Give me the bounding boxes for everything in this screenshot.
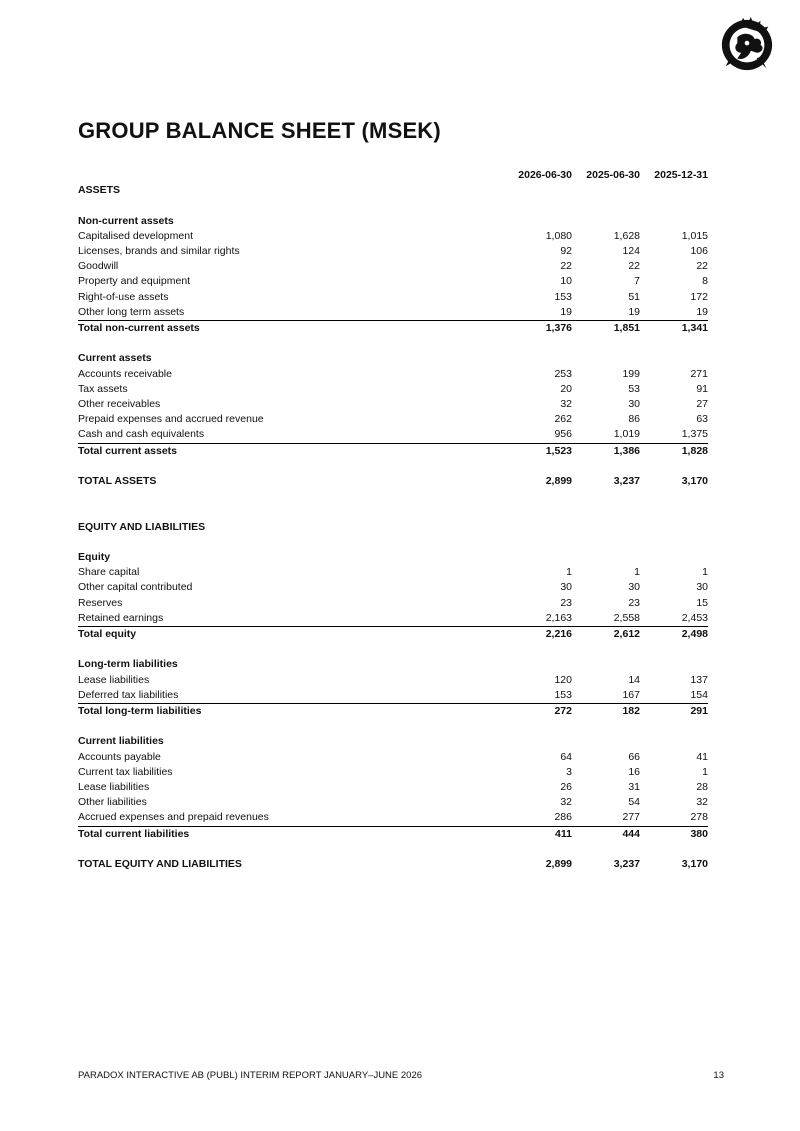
total-row-equity: Total equity 2,216 2,612 2,498 bbox=[78, 627, 708, 643]
column-header-row bbox=[78, 168, 708, 183]
group-heading-long-term-liabilities: Long-term liabilities bbox=[78, 658, 178, 671]
table-row: Right-of-use assets 153 51 172 bbox=[78, 290, 708, 303]
table-row: Accounts payable 64 66 41 bbox=[78, 750, 708, 763]
table-row: Share capital 1 1 1 bbox=[78, 566, 708, 579]
table-row: Retained earnings 2,163 2,558 2,453 bbox=[78, 611, 708, 624]
grand-total-row-assets: TOTAL ASSETS 2,899 3,237 3,170 bbox=[78, 475, 708, 488]
table-row: Licenses, brands and similar rights 92 124 106 bbox=[78, 245, 708, 257]
table-row: Tax assets 20 53 91 bbox=[78, 382, 708, 395]
table-row: Other receivables 32 30 27 bbox=[78, 398, 708, 411]
page-number: 13 bbox=[713, 1070, 724, 1081]
table-row: Other long term assets 19 19 19 bbox=[78, 305, 708, 318]
total-row-non-current-assets: Total non-current assets 1,376 1,851 1,341 bbox=[78, 321, 708, 337]
group-heading-current-liabilities: Current liabilities bbox=[78, 735, 164, 748]
group-heading-current-assets: Current assets bbox=[78, 352, 152, 365]
table-row: Capitalised development 1,080 1,628 1,015 bbox=[78, 229, 708, 242]
table-row: Other liabilities 32 54 32 bbox=[78, 796, 708, 809]
table-row: Prepaid expenses and accrued revenue 262 86 63 bbox=[78, 413, 708, 426]
total-row-long-term-liabilities: Total long-term liabilities 272 182 291 bbox=[78, 704, 708, 720]
column-header-2025-06-30: 2025-06-30 bbox=[586, 169, 640, 181]
table-row: Lease liabilities 120 14 137 bbox=[78, 673, 708, 686]
section-heading-equity-and-liabilities: EQUITY AND LIABILITIES bbox=[78, 520, 206, 533]
table-row: Reserves 23 23 15 bbox=[78, 596, 708, 609]
table-row: Deferred tax liabilities 153 167 154 bbox=[78, 688, 708, 701]
balance-sheet-table bbox=[78, 168, 708, 872]
paradox-logo-icon bbox=[718, 16, 776, 74]
section-heading-assets: ASSETS bbox=[78, 184, 121, 197]
total-row-current-assets: Total current assets 1,523 1,386 1,828 bbox=[78, 443, 708, 459]
table-row: Lease liabilities 26 31 28 bbox=[78, 781, 708, 793]
table-row: Cash and cash equivalents 956 1,019 1,375 bbox=[78, 428, 708, 441]
table-row: Property and equipment 10 7 8 bbox=[78, 275, 708, 288]
column-header-2025-12-31: 2025-12-31 bbox=[654, 169, 708, 181]
table-row: Current tax liabilities 3 16 1 bbox=[78, 765, 708, 778]
footer-report-title: PARADOX INTERACTIVE AB (PUBL) INTERIM REPORT JANUARY–JUNE 2026 bbox=[78, 1070, 423, 1081]
group-heading-equity: Equity bbox=[78, 550, 111, 563]
column-header-2026-06-30: 2026-06-30 bbox=[518, 169, 572, 181]
grand-total-row-equity-and-liabilities: TOTAL EQUITY AND LIABILITIES 2,899 3,237 3,170 bbox=[78, 858, 708, 870]
table-row: Accrued expenses and prepaid revenues 286 277 278 bbox=[78, 811, 708, 824]
table-row: Other capital contributed 30 30 30 bbox=[78, 581, 708, 594]
group-heading-non-current-assets: Non-current assets bbox=[78, 214, 174, 227]
table-row: Accounts receivable 253 199 271 bbox=[78, 367, 708, 380]
page-title: GROUP BALANCE SHEET (MSEK) bbox=[78, 118, 441, 143]
table-row: Goodwill 22 22 22 bbox=[78, 260, 708, 273]
total-row-current-liabilities: Total current liabilities 411 444 380 bbox=[78, 826, 708, 842]
